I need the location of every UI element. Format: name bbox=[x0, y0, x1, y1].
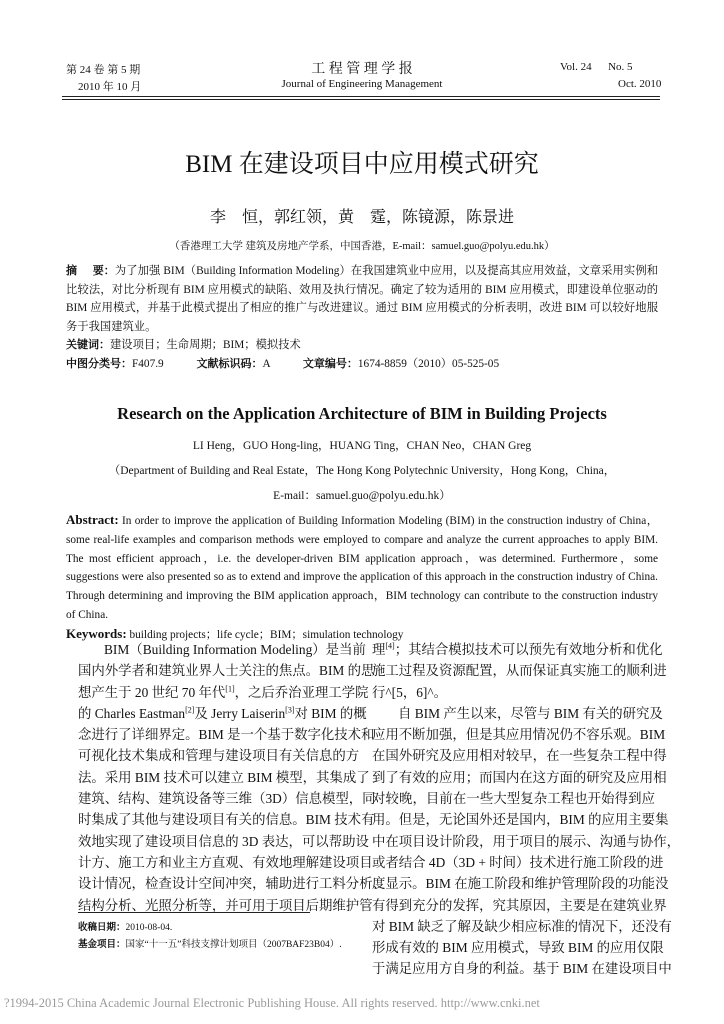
authors-en: LI Heng，GUO Hong-ling，HUANG Ting，CHAN Neo，CHAN Greg bbox=[192, 440, 532, 452]
text-run: 到了有效的应用；而国内在这方面的研究及应用相 bbox=[372, 769, 667, 785]
body-text-line bbox=[78, 767, 370, 788]
fund-label: 基金项目： bbox=[78, 939, 126, 950]
body-text-line bbox=[372, 767, 667, 788]
classification-line bbox=[66, 355, 658, 374]
abstract-label-en: Abstract: bbox=[66, 512, 119, 527]
doc-code-label: 文献标识码： bbox=[196, 356, 263, 370]
header-rule bbox=[62, 96, 660, 97]
citation-ref: [3] bbox=[285, 705, 295, 715]
header-rule bbox=[62, 99, 660, 100]
abstract-cn bbox=[66, 262, 658, 336]
body-text-line bbox=[372, 852, 664, 873]
abstract-label-cn: 摘 要： bbox=[66, 264, 115, 277]
abstract-en-block bbox=[66, 511, 658, 645]
body-text-line bbox=[78, 703, 367, 724]
text-run: 用。但是，无论国外还是国内，BIM 的应用主要集 bbox=[372, 812, 669, 828]
email-en: E-mail：samuel.guo@polyu.edu.hk） bbox=[273, 490, 451, 502]
footnote-fund bbox=[78, 936, 342, 950]
text-run: 自 BIM 产生以来，尽管与 BIM 有关的研究及 bbox=[398, 705, 663, 721]
text-run: 效地实现了建设项目信息的 3D 表达，可以帮助设 bbox=[78, 833, 369, 849]
text-run: 念进行了详细界定。BIM 是一个基于数字化技术和 bbox=[78, 727, 375, 743]
text-run: 的 Charles Eastman bbox=[78, 705, 186, 721]
text-run: 国内外学者和建筑业界人士关注的焦点。BIM 的思 bbox=[78, 663, 375, 679]
body-text-line bbox=[78, 682, 369, 703]
body-column-left bbox=[78, 639, 386, 916]
footnote-received bbox=[78, 919, 172, 933]
citation-ref: [1] bbox=[225, 684, 235, 694]
received-label: 收稿日期： bbox=[78, 922, 126, 933]
text-run: 应用不断加强，但是其应用情况仍不容乐观。BIM bbox=[372, 727, 666, 743]
volume-issue-en: Vol. 24 No. 5 bbox=[560, 61, 633, 73]
abstract-cn-block bbox=[66, 262, 658, 373]
class-value: F407.9 bbox=[132, 357, 164, 370]
body-text-line bbox=[372, 809, 669, 830]
journal-name-cn: 工 程 管 理 学 报 bbox=[311, 62, 413, 77]
body-text-line bbox=[78, 724, 375, 745]
body-text-line bbox=[78, 788, 376, 809]
body-text-line bbox=[372, 745, 667, 766]
text-run: 对较晚，目前在一些大型复杂工程也开始得到应 bbox=[372, 791, 655, 807]
body-text-line bbox=[372, 660, 667, 681]
text-run: 及 Jerry Laiserin bbox=[194, 705, 286, 721]
text-run: 结构分析、光照分析等，并可用于项目后期维护管 bbox=[78, 897, 373, 913]
body-text-line bbox=[78, 852, 373, 873]
body-text-line bbox=[372, 937, 664, 958]
body-column-right bbox=[372, 639, 680, 980]
citation-ref: [4] bbox=[385, 641, 395, 651]
body-text-line bbox=[372, 639, 663, 660]
keywords-text-en: building projects；life cycle；BIM；simulation technology bbox=[129, 628, 404, 641]
text-run: 设计情况，检查设计空间冲突，辅助进行工料分析、 bbox=[78, 876, 386, 892]
keywords-cn bbox=[66, 336, 658, 355]
article-number-value: 1674-8859（2010）05-525-05 bbox=[357, 357, 500, 370]
received-date: 2010-08-04. bbox=[125, 923, 173, 933]
text-run: 施工过程及资源配置，从而保证真实施工的顺利进 bbox=[372, 663, 667, 679]
date-en: Oct. 2010 bbox=[618, 78, 662, 90]
copyright-footer: ?1994-2015 China Academic Journal Electronic Publishing House. All rights reserved. http://www.cnki.net bbox=[4, 996, 540, 1010]
body-text-line bbox=[372, 788, 655, 809]
paper-title-en: Research on the Application Architecture of BIM in Building Projects bbox=[117, 404, 607, 423]
class-label: 中图分类号： bbox=[66, 356, 132, 370]
text-run: 建筑、结构、建筑设备等三维（3D）信息模型，同 bbox=[78, 791, 376, 807]
body-text-line bbox=[78, 745, 360, 766]
text-run: BIM（Building Information Modeling）是当前 bbox=[104, 642, 366, 657]
body-text-line bbox=[78, 660, 375, 681]
journal-name-en: Journal of Engineering Management bbox=[281, 78, 443, 90]
body-text-line bbox=[372, 831, 680, 852]
affiliation-en: （Department of Building and Real Estate，The Hong Kong Polytechnic University，Hong Kong，China， bbox=[108, 465, 616, 477]
text-run: 法。采用 BIM 技术可以建立 BIM 模型，其集成了 bbox=[78, 769, 370, 785]
abstract-en bbox=[66, 511, 658, 625]
doc-code-value: A bbox=[262, 357, 271, 370]
text-run: 形成有效的 BIM 应用模式，导致 BIM 的应用仅限 bbox=[372, 940, 664, 956]
text-run: 可视化技术集成和管理与建设项目有关信息的方 bbox=[78, 748, 360, 764]
body-text-line bbox=[78, 809, 375, 830]
body-text-line bbox=[372, 916, 672, 937]
text-run: 有得到充分的发挥，究其原因，主要是在建筑业界 bbox=[372, 897, 667, 913]
footnote-rule bbox=[78, 912, 310, 913]
body-text-line: 行^[5，6]^。 bbox=[372, 684, 448, 700]
text-run: 理 bbox=[372, 642, 386, 657]
body-text-line bbox=[372, 873, 669, 894]
text-run: 中在项目设计阶段，用于项目的展示、沟通与协作， bbox=[372, 833, 680, 849]
keywords-text-cn: 建设项目；生命周期；BIM；模拟技术 bbox=[110, 339, 301, 351]
text-run: 于满足应用方自身的利益。基于 BIM 在建设项目中 bbox=[372, 961, 672, 977]
authors-cn: 李 恒，郭红领，黄 霆，陈镜源，陈景进 bbox=[209, 209, 514, 226]
body-text-line bbox=[78, 873, 386, 894]
text-run: ；其结合模拟技术可以预先有效地分析和优化 bbox=[394, 642, 663, 657]
text-run: 时集成了其他与建设项目有关的信息。BIM 技术有 bbox=[78, 812, 375, 828]
keywords-label-cn: 关键词： bbox=[66, 338, 110, 351]
text-run: 在国外研究及应用相对较早，在一些复杂工程中得 bbox=[372, 748, 667, 764]
citation-ref: [2] bbox=[185, 705, 195, 715]
body-text-line bbox=[78, 831, 369, 852]
text-run: 度显示。BIM 在施工阶段和维护管理阶段的功能没 bbox=[372, 876, 669, 892]
text-run: 想产生于 20 世纪 70 年代 bbox=[78, 684, 226, 700]
body-text-line bbox=[372, 724, 666, 745]
article-number-label: 文章编号： bbox=[302, 356, 358, 370]
text-run: 对 BIM 的概 bbox=[294, 705, 367, 721]
fund-text: 国家“十一五”科技支撑计划项目（2007BAF23B04）. bbox=[125, 940, 342, 950]
abstract-text-cn: 为了加强 BIM（Building Information Modeling）在我国建筑业中应用，以及提高其应用效益，文章采用实例和比较法，对比分析现有 BIM 应用模式的缺陷、效用及执行情况。确定了较为适用的 BIM 应用模式，即建设单位驱动的 BIM 应用模式，并基于此模式提出了相应的推广与改进建议。通过 BIM 应用模式的分析表明，改进 BIM 可以较好地服务于我国建筑业。 bbox=[66, 265, 658, 333]
text-run: 计方、施工方和业主方直观、有效地理解建设项目 bbox=[78, 854, 373, 870]
text-run: 或者结合 4D（3D + 时间）技术进行施工阶段的进 bbox=[372, 854, 664, 870]
abstract-text-en: In order to improve the application of Building Information Modeling (BIM) in the construction industry of China，some real-life examples and comparison methods were employed to compare and analyze the current approaches to apply BIM. The most efficient approach，i.e. the developer-driven BIM application approach，was determined. Furthermore，some suggestions were also presented so as to extend and improve the application of this approach in the construction industry of China. Through determining and improving the BIM application approach，BIM technology can contribute to the construction industry of China. bbox=[66, 515, 658, 621]
paper-title-cn: BIM 在建设项目中应用模式研究 bbox=[185, 151, 539, 178]
text-run: 对 BIM 缺乏了解及缺少相应标准的情况下，还没有 bbox=[372, 918, 672, 934]
body-text-line bbox=[372, 958, 672, 979]
affiliation-cn: （香港理工大学 建筑及房地产学系，中国香港，E-mail：samuel.guo@polyu.edu.hk） bbox=[169, 241, 555, 252]
body-text-line bbox=[372, 703, 663, 724]
keywords-label-en: Keywords: bbox=[66, 625, 127, 641]
volume-issue-cn: 第 24 卷 第 5 期 bbox=[66, 64, 141, 76]
text-run: ，之后乔治亚理工学院 bbox=[234, 684, 369, 700]
date-cn: 2010 年 10 月 bbox=[78, 81, 142, 93]
body-text-line bbox=[78, 639, 366, 660]
body-text-line bbox=[372, 895, 667, 916]
